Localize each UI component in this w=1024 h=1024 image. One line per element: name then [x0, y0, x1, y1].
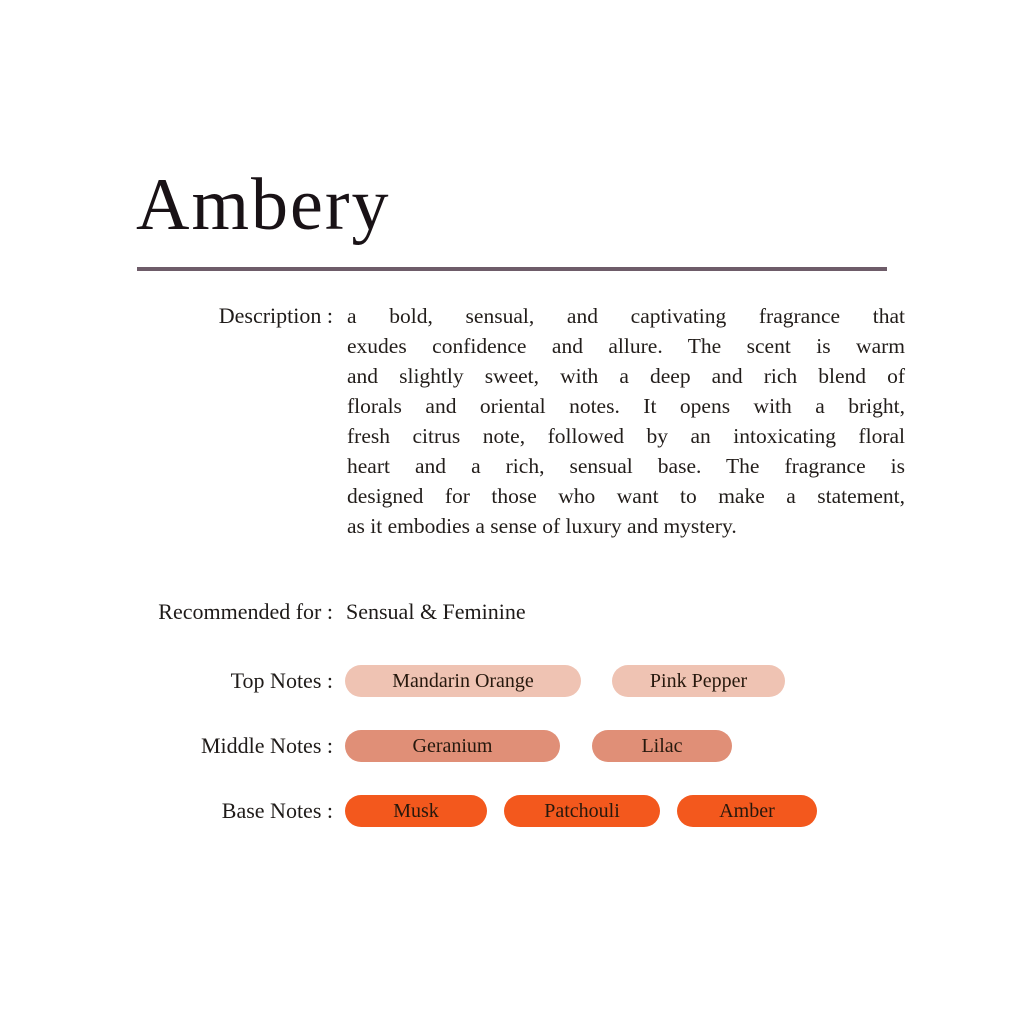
description-line: a bold, sensual, and captivating fragrance that	[347, 304, 905, 328]
top-notes-label: Top Notes :	[230, 668, 333, 693]
middle-notes-label: Middle Notes :	[201, 733, 333, 758]
recommended-for-value: Sensual & Feminine	[346, 599, 526, 624]
top-notes-pills	[345, 665, 785, 697]
description-line: heart and a rich, sensual base. The fragrance is	[347, 454, 905, 478]
description-line: exudes confidence and allure. The scent is warm	[347, 334, 905, 358]
note-pill: Lilac	[592, 730, 732, 762]
note-pill: Mandarin Orange	[345, 665, 581, 697]
description-line: designed for those who want to make a statement,	[347, 484, 905, 508]
title-underline	[137, 267, 887, 271]
description-line: as it embodies a sense of luxury and mystery.	[347, 514, 737, 538]
page-title: Ambery	[136, 164, 391, 246]
description-text	[347, 301, 905, 541]
note-pill: Patchouli	[504, 795, 660, 827]
recommended-for-label: Recommended for :	[158, 599, 333, 624]
description-line: and slightly sweet, with a deep and rich blend of	[347, 364, 905, 388]
description-line: florals and oriental notes. It opens with a bright,	[347, 394, 905, 418]
base-notes-label: Base Notes :	[221, 798, 333, 823]
base-notes-pills	[345, 795, 817, 827]
note-pill: Amber	[677, 795, 817, 827]
note-pill: Geranium	[345, 730, 560, 762]
note-pill: Pink Pepper	[612, 665, 785, 697]
description-line: fresh citrus note, followed by an intoxicating floral	[347, 424, 905, 448]
note-pill: Musk	[345, 795, 487, 827]
middle-notes-pills	[345, 730, 732, 762]
description-label: Description :	[218, 303, 333, 328]
